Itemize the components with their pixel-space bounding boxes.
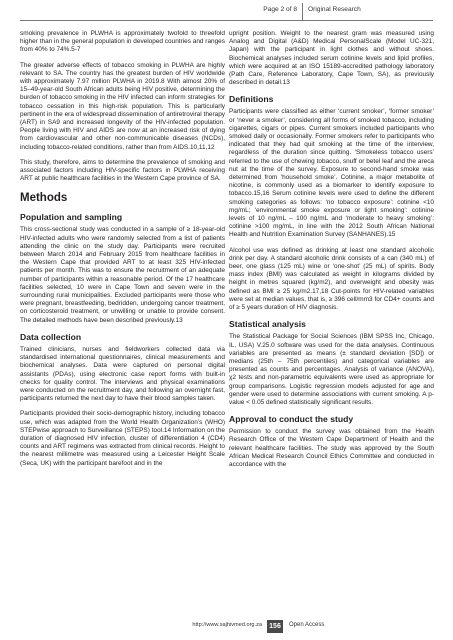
paragraph: Permission to conduct the survey was obtained from the Health Research Office of the Western Cape Department of Health and the relevant healthcare facilities. The study was approved by the South African Medical Research Council Ethics Committee and conducted in accordance with the <box>229 428 434 468</box>
subsection-heading: Definitions <box>229 94 274 105</box>
paragraph: smoking prevalence in PLWHA is approximately twofold to threefold higher than in the general population in developed countries and ranges from 40% to 74%.5-7 <box>20 30 225 54</box>
paragraph: Trained clinicians, nurses and fieldworkers collected data via standardised international questionnaires, clinical measurements and biochemical analyses. Data were captured on personal digital assistants (PDAs), using electronic case report forms with built-in checks for quality control. The interviews and physical examinations were conducted on the recruitment day, and following an overnight fast, participants returned the next day to have their blood samples taken. <box>20 345 225 403</box>
paragraph: This study, therefore, aims to determine the prevalence of smoking and associated factors including HIV-specific factors in PLWHA receiving ART at public healthcare facilities in the Western Cape province of SA. <box>20 158 225 183</box>
paragraph: Participants provided their socio-demographic history, including tobacco use, which was adapted from the World Health Organization’s (WHO) STEPwise approach to Surveillance (STEPS) tool.14 Information on the duration of diagnosed HIV infection, cluster of differentiation 4 (CD4) counts and ART regimens was extracted from clinical records. Height to the nearest millimetre was measured using a Leicester Height Scale (Seca, UK) with the participant barefoot and in the <box>20 410 225 467</box>
subsection-heading: Statistical analysis <box>229 319 306 330</box>
paragraph: The Statistical Package for Social Sciences (IBM SPSS Inc, Chicago, IL, USA) V.25.0 software was used for the data analyses. Continuous variables are presented as means (± standard deviation [SD]) or medians (25th – 75th percentiles) and categorical variables are presented as counts and percentages. Analysis of variance (ANOVA), χ2 tests and non-parametric equivalents were used as appropriate for group comparisons. Logistic regression models adjusted for age and gender were used to determine associations with current smoking. A p-value < 0.05 defined statistically significant results. <box>229 333 434 406</box>
paragraph: upright position. Weight to the nearest gram was measured using Analog and Digital (A&D) Medical PersonalScale (Model UC-321, Japan) with the participant in light clothes and without shoes. Biochemical analyses included serum cotinine levels and lipid profiles, which were acquired at an ISO 15189-accredited pathology laboratory (Path Care, Reference Laboratory, Cape Town, SA), as previously described in detail.13 <box>229 30 434 87</box>
journal-url-link[interactable]: http://www.sajhivmed.org.za <box>192 622 262 628</box>
left-column <box>20 30 225 475</box>
section-heading-methods: Methods <box>20 192 68 205</box>
paragraph: This cross-sectional study was conducted in a sample of ≥ 18-year-old HIV-infected adults who were randomly selected from a list of patients attending the clinic on the study day. Participants were recruited between March 2014 and February 2015 from healthcare facilities in the Western Cape that provided ART to at least 325 HIV-infected patients per month. This was to ensure the recruitment of an adequate number of participants within a reasonable period. Of the 17 healthcare facilities selected, 10 were in Cape Town and seven were in the surrounding rural municipalities. Excluded participants were those who were pregnant, breastfeeding, bedridden, undergoing cancer treatment, on corticosteroid treatment, or unwilling or unable to provide consent. The detailed methods have been described previously.13 <box>20 226 225 324</box>
subsection-heading: Data collection <box>20 331 82 342</box>
page-number-header: Page 2 of 8 <box>263 6 297 13</box>
open-access-label: Open Access <box>289 622 325 628</box>
section-label: Original Research <box>308 6 361 13</box>
header-rule <box>20 20 433 21</box>
paragraph: Participants were classified as either ‘current smoker’, ‘former smoker’ or ‘never a smoker’, considering all forms of smoked tobacco, including cigarettes, cigars or pipes. Current smokers included participants who smoked daily or occasionally. Former smokers refer to participants who indicated that they had quit smoking at the time of the interview, regardless of the duration since quitting. ‘Smokeless tobacco users’ referred to the use of chewing tobacco, snuff or betel leaf and the areca nut at the time of the survey. Exposure to second-hand smoke was determined from ‘household smoke’. Cotinine, a major metabolite of nicotine, is commonly used as a biomarker to identify exposure to tobacco.15,16 Serum cotinine levels were used to define the different smoking categories as follows: ‘no tobacco exposure’: cotinine <10 mg/mL; ‘environmental smoke exposure or light smoking’: cotinine levels of 10 ng/mL – 100 ng/mL and ‘moderate to heavy smoking’: cotinine >100 mg/mL, in line with the 2012 South African National Health and Nutrition Examination Survey (SANHANES).15 <box>229 108 434 239</box>
paragraph: The greater adverse effects of tobacco smoking in PLWHA are highly relevant to SA. The country has the greatest burden of HIV worldwide with approximately 7.97 million PLWHA in 2019.8 With almost 20% of 15–49-year-old South African adults being HIV positive, determining the burden of tobacco smoking in the HIV infected can inform strategies for tobacco cessation in this high-risk population. This is particularly pertinent in the era of widespread dissemination of antiretroviral therapy (ART) in SA9 and increased longevity of the HIV-infected population. People living with HIV and AIDS are now at an increased risk of dying from cardiovascular and other non-communicable diseases (NCDs), including tobacco-related conditions, rather than from AIDS.10,11,12 <box>20 61 225 151</box>
right-column <box>229 30 434 476</box>
page-number-badge: 156 <box>267 620 283 633</box>
subsection-heading: Population and sampling <box>20 212 123 223</box>
subsection-heading: Approval to conduct the study <box>229 414 354 425</box>
header-separator <box>302 3 303 20</box>
page-footer <box>0 620 453 634</box>
paragraph: Alcohol use was defined as drinking at least one standard alcoholic drink per day. A standard alcoholic drink consists of a can (340 mL) of beer, one glass (125 mL) wine or ‘one-shot’ (25 mL) of spirits. Body mass index (BMI) was calculated as weight in kilograms divided by height in metres squared (kg/m2), and overweight and obesity was defined as BMI ≥ 25 kg/m2.17,18 Cut-points for HIV-related variables were set at median values, that is, ≥ 396 cell/mm3 for CD4+ counts and of ≥ 5 years duration of HIV diagnosis. <box>229 246 434 312</box>
